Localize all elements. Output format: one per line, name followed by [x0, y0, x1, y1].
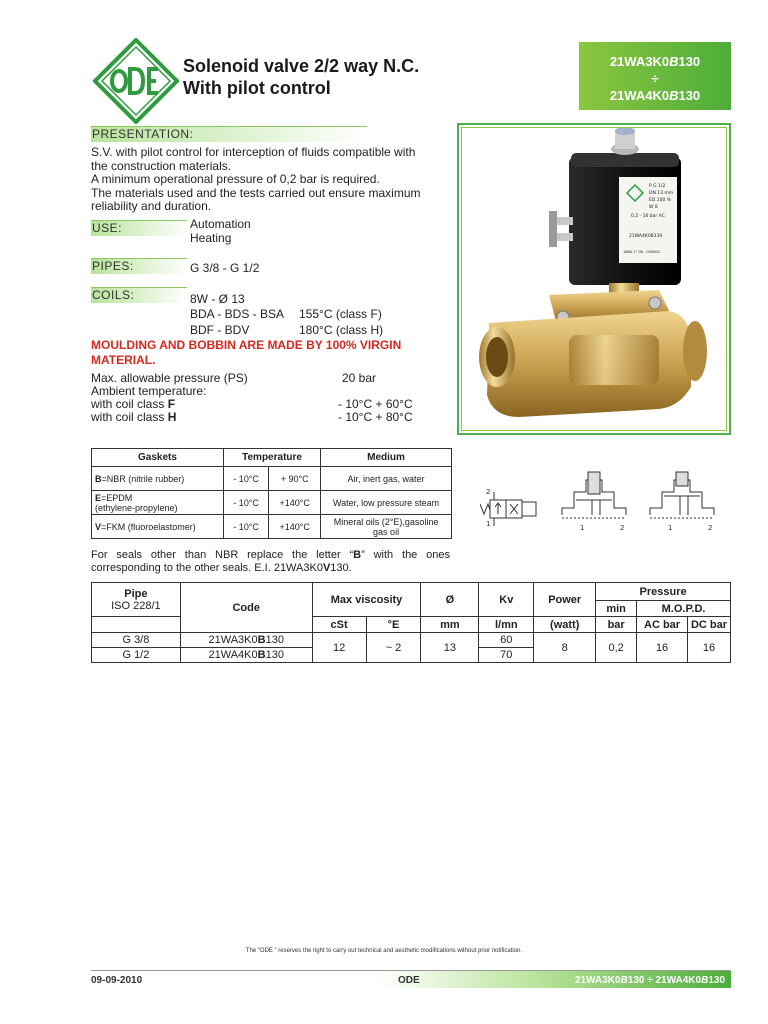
title-line-1: Solenoid valve 2/2 way N.C. — [183, 56, 420, 76]
section1-port-1: 1 — [580, 524, 585, 532]
value-power: 8 — [534, 633, 596, 663]
table-row — [92, 633, 731, 648]
use-items: Automation Heating — [190, 217, 251, 245]
gasket-cell: V=FKM (fluoroelastomer) — [92, 515, 224, 539]
disclaimer: The “ODE ” reserves the right to carry out technical and aesthetic modifications without prior notification. — [245, 948, 523, 954]
coil-label-line-1: P G 1/2 — [649, 184, 666, 189]
ps-label: Max. allowable pressure (PS) — [91, 371, 248, 385]
section2-port-1: 1 — [668, 524, 673, 532]
gasket-tmin: - 10°C — [224, 515, 269, 539]
header-pressure: Pressure — [596, 583, 731, 601]
ode-logo — [93, 38, 179, 124]
class-f-label: with coil class F — [91, 397, 176, 411]
section-closed — [562, 472, 626, 518]
value-ac: 16 — [637, 633, 688, 663]
value-cst: 12 — [312, 633, 366, 663]
title-line-2: With pilot control — [183, 78, 331, 98]
valve-diagrams — [480, 470, 730, 535]
ps-value: 20 bar — [342, 371, 377, 385]
model-code-box — [579, 42, 731, 110]
gasket-tmin: - 10°C — [224, 467, 269, 491]
row-kv: 60 — [479, 633, 534, 648]
header-lmn: l/mn — [479, 617, 534, 633]
specs-table — [91, 582, 731, 663]
header-code: Code — [180, 583, 312, 633]
class-h-value: - 10°C + 80°C — [338, 410, 413, 424]
gasket-header-medium: Medium — [321, 449, 452, 467]
model-code-top: 21WA3K0B130 — [609, 54, 701, 69]
gasket-row-nbr — [92, 467, 452, 491]
row-pipe: G 3/8 — [92, 633, 181, 648]
footer-codes: 21WA3K0B130 ÷ 21WA4K0B130 — [574, 975, 725, 986]
header-cst: cSt — [312, 617, 366, 633]
header-watt: (watt) — [534, 617, 596, 633]
gasket-tmax: + 90°C — [269, 467, 321, 491]
section2-port-2: 2 — [708, 524, 713, 532]
value-min: 0,2 — [596, 633, 637, 663]
gasket-medium: Water, low pressure steam — [321, 491, 452, 515]
gasket-tmax: +140°C — [269, 515, 321, 539]
section-open — [650, 472, 714, 518]
header-mopd: M.O.P.D. — [637, 601, 731, 617]
ambient-label: Ambient temperature: — [91, 384, 207, 398]
section1-port-2: 2 — [620, 524, 625, 532]
coils-bda-temp: 155°C (class F) — [299, 307, 382, 321]
row-kv: 70 — [479, 648, 534, 663]
class-f-value: - 10°C + 60°C — [338, 397, 413, 411]
footer-date: 09-09-2010 — [91, 975, 143, 986]
gasket-row-fkm — [92, 515, 452, 539]
presentation-label: PRESENTATION: — [91, 126, 367, 142]
gasket-medium: Air, inert gas, water — [321, 467, 452, 491]
gasket-header-gaskets: Gaskets — [92, 449, 224, 467]
coil-label-line-2: DN 13 mm — [649, 191, 674, 196]
coil-label-code: 21WA4K0B130 — [629, 234, 663, 239]
coil-label-small: 16BA 1° 08 - 000000 — [623, 250, 660, 254]
model-code-separator: ÷ — [651, 71, 659, 86]
seal-note: For seals other than NBR replace the letter “B” with the ones corresponding to the other seals. E.I. 21WA3K0V130. — [91, 549, 450, 574]
header-min: min — [596, 601, 637, 617]
gasket-table — [91, 448, 452, 539]
symbol-port-2: 2 — [486, 488, 491, 496]
coils-bdf-temp: 180°C (class H) — [299, 323, 384, 337]
gasket-row-epdm — [92, 491, 452, 515]
pipes-label: PIPES: — [91, 258, 187, 274]
gasket-medium: Mineral oils (2°E),gasoline gas oil — [321, 515, 452, 539]
page-title — [183, 55, 419, 99]
header-mm: mm — [421, 617, 479, 633]
row-code: 21WA4K0B130 — [180, 648, 312, 663]
header-dc-bar: DC bar — [688, 617, 731, 633]
presentation-text: S.V. with pilot control for interception of fluids compatible with the construction materials. A minimum operational pressure of 0,2 bar is required. The materials used and the tests carried out ensure maximum reliability and duration. — [91, 145, 421, 213]
header-diameter: Ø — [421, 583, 479, 617]
symbol-port-1: 1 — [486, 520, 491, 528]
value-e: ~ 2 — [366, 633, 421, 663]
row-code: 21WA3K0B130 — [180, 633, 312, 648]
model-code-bottom: 21WA4K0B130 — [609, 88, 701, 103]
gasket-tmin: - 10°C — [224, 491, 269, 515]
header-viscosity: Max viscosity — [312, 583, 421, 617]
footer — [91, 970, 731, 988]
gasket-cell: B=NBR (nitrile rubber) — [92, 467, 224, 491]
coils-label: COILS: — [91, 287, 187, 303]
header-ac-bar: AC bar — [637, 617, 688, 633]
pipes-value: G 3/8 - G 1/2 — [190, 261, 260, 275]
value-diameter: 13 — [421, 633, 479, 663]
coils-bdf: BDF - BDV — [190, 323, 250, 337]
footer-brand: ODE — [398, 975, 420, 986]
coil-label-line-4: W 8 — [649, 205, 658, 210]
use-label: USE: — [91, 220, 187, 236]
gasket-tmax: +140°C — [269, 491, 321, 515]
product-photo — [457, 123, 731, 435]
value-dc: 16 — [688, 633, 731, 663]
coil-label-line-5: 0,2 - 16 bar AC — [631, 214, 665, 219]
header-power: Power — [534, 583, 596, 617]
row-pipe: G 1/2 — [92, 648, 181, 663]
header-bar: bar — [596, 617, 637, 633]
material-warning: MOULDING AND BOBBIN ARE MADE BY 100% VIRGIN MATERIAL. — [91, 338, 402, 367]
coil-label-line-3: ED 100 % — [649, 198, 672, 203]
coils-bda: BDA - BDS - BSA — [190, 307, 285, 321]
header-pipe: Pipe ISO 228/1 — [92, 583, 181, 617]
gasket-header-temperature: Temperature — [224, 449, 321, 467]
header-kv: Kv — [479, 583, 534, 617]
gasket-table-header — [92, 449, 452, 467]
coils-power: 8W - Ø 13 — [190, 292, 245, 306]
class-h-label: with coil class H — [91, 410, 177, 424]
header-e: °E — [366, 617, 421, 633]
gasket-cell: E=EPDM (ethylene-propylene) — [92, 491, 224, 515]
